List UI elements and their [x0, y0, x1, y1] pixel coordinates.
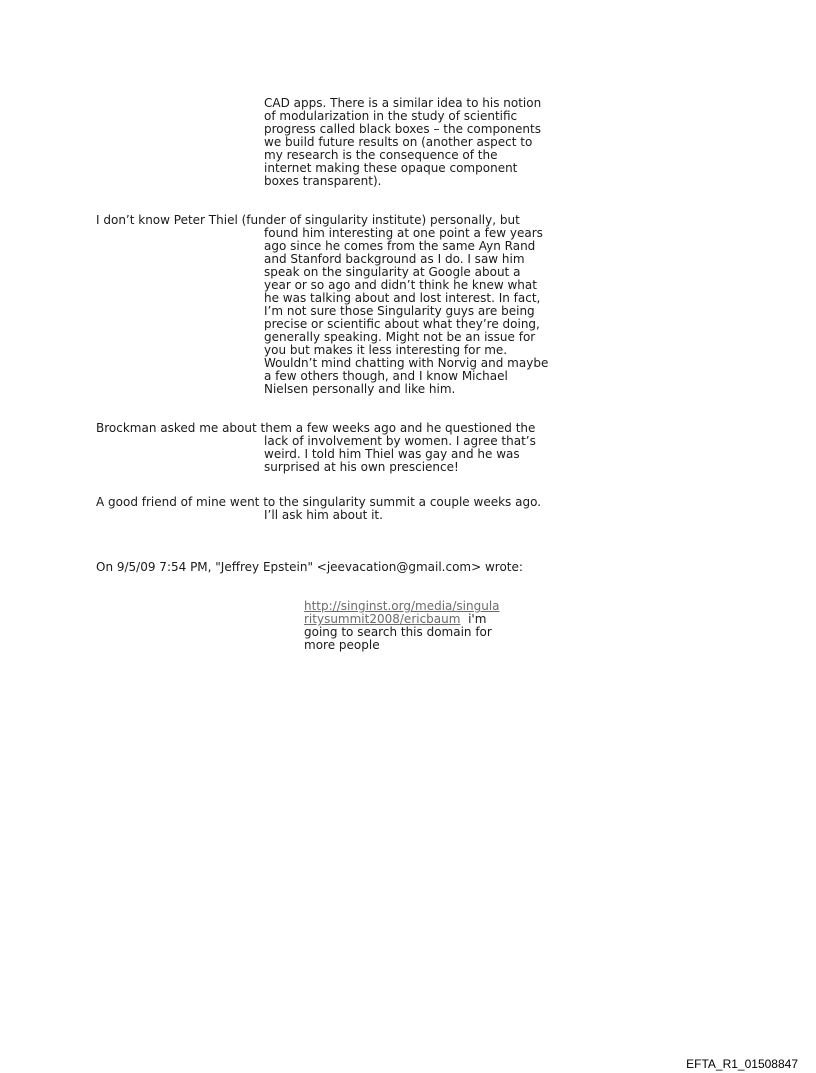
- text-line: boxes transparent).: [264, 174, 382, 188]
- quoted-text-line: more people: [304, 638, 380, 652]
- text-line: a few others though, and I know Michael: [264, 369, 508, 383]
- text-line: Brockman asked me about them a few weeks ago and he questioned the: [96, 421, 536, 435]
- text-line: speak on the singularity at Google about a: [264, 265, 521, 279]
- text-line: surprised at his own prescience!: [264, 460, 459, 474]
- text-line: generally speaking. Might not be an issue for: [264, 330, 536, 344]
- text-line: my research is the consequence of the: [264, 148, 498, 162]
- text-line: I’m not sure those Singularity guys are being: [264, 304, 535, 318]
- text-line: weird. I told him Thiel was gay and he was: [264, 447, 520, 461]
- text-line: he was talking about and lost interest. In fact,: [264, 291, 541, 305]
- quoted-link-line[interactable]: ritysummit2008/ericbaum: [304, 612, 461, 626]
- text-line: and Stanford background as I do. I saw him: [264, 252, 525, 266]
- quoted-text: i'm: [468, 612, 487, 626]
- quoted-link-line[interactable]: http://singinst.org/media/singula: [304, 599, 500, 613]
- text-line: year or so ago and didn’t think he knew what: [264, 278, 537, 292]
- text-line: lack of involvement by women. I agree that’s: [264, 434, 536, 448]
- text-line: A good friend of mine went to the singularity summit a couple weeks ago.: [96, 495, 542, 509]
- text-line: Wouldn’t mind chatting with Norvig and maybe: [264, 356, 549, 370]
- text-line: we build future results on (another aspect to: [264, 135, 533, 149]
- text-line: progress called black boxes – the components: [264, 122, 541, 136]
- text-line: internet making these opaque component: [264, 161, 518, 175]
- text-line: you but makes it less interesting for me.: [264, 343, 508, 357]
- text-line: of modularization in the study of scientific: [264, 109, 518, 123]
- text-line: found him interesting at one point a few years: [264, 226, 543, 240]
- document-id: EFTA_R1_01508847: [686, 1057, 798, 1071]
- text-line: I don’t know Peter Thiel (funder of singularity institute) personally, but: [96, 213, 520, 227]
- text-line: ago since he comes from the same Ayn Rand: [264, 239, 536, 253]
- text-line: I’ll ask him about it.: [264, 508, 383, 522]
- text-line: CAD apps. There is a similar idea to his notion: [264, 96, 542, 110]
- text-line: precise or scientific about what they’re doing,: [264, 317, 540, 331]
- quoted-text-line: going to search this domain for: [304, 625, 492, 639]
- text-line: Nielsen personally and like him.: [264, 382, 456, 396]
- reply-header: On 9/5/09 7:54 PM, "Jeffrey Epstein" <jeevacation@gmail.com> wrote:: [96, 560, 523, 574]
